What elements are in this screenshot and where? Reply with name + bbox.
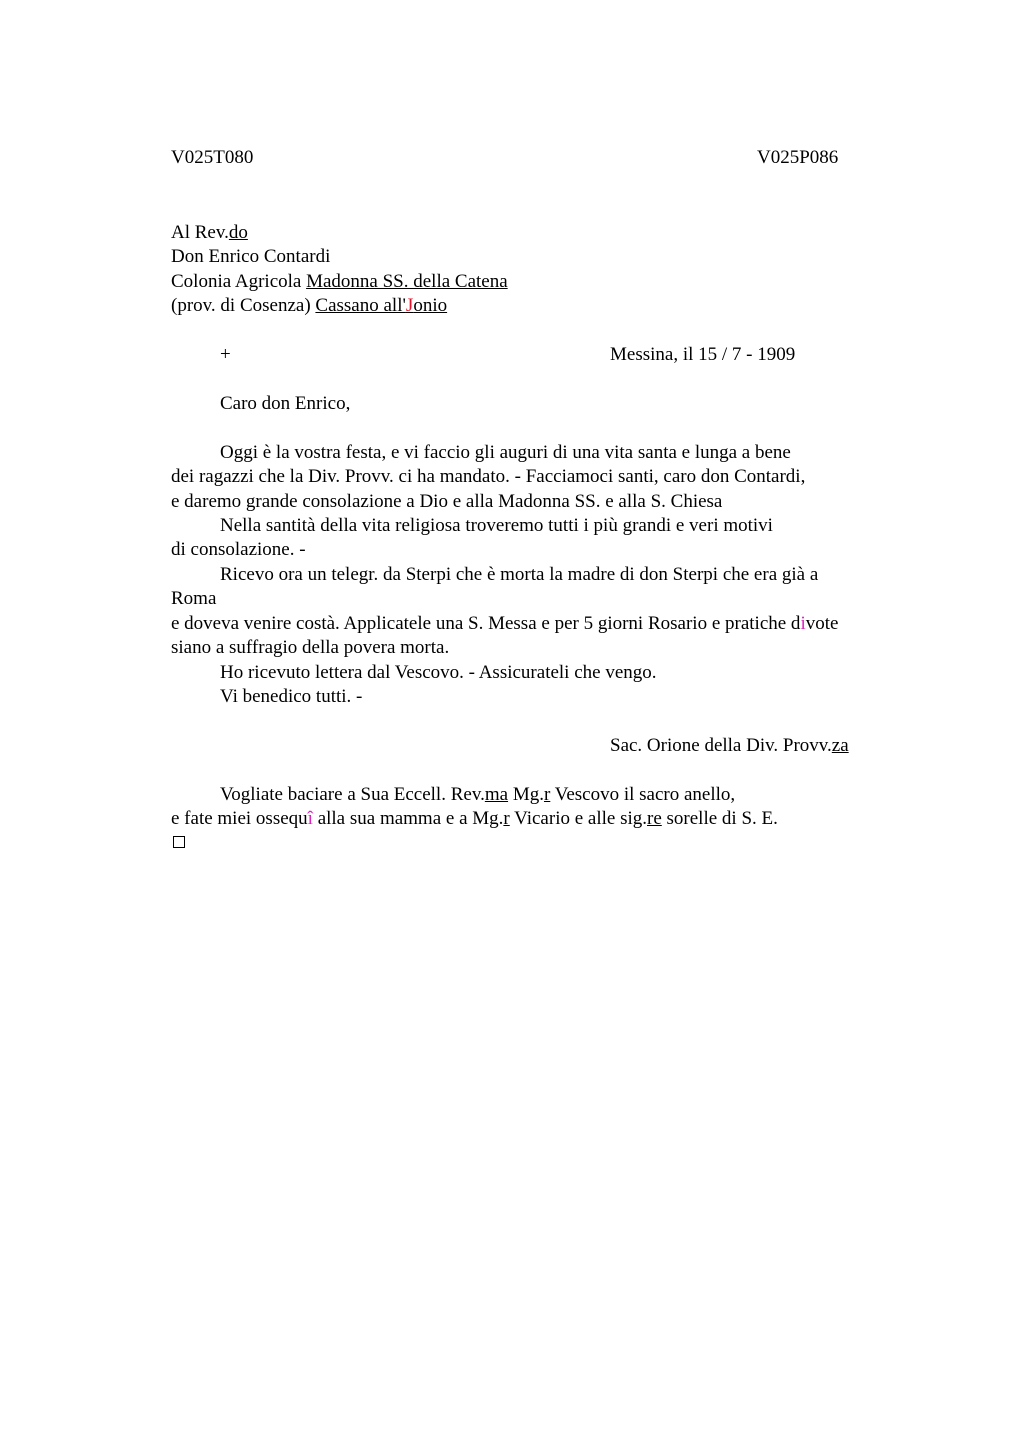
postscript-correction: î [307,808,313,829]
address-line-2: Don Enrico Contardi [171,246,331,267]
postscript-text: Vescovo il sacro anello, [550,784,736,805]
postscript-text: Vicario e alle sig. [509,808,648,829]
body-text: e doveva venire costà. Applicatele una S. Messa e per 5 giorni Rosario e pratiche d [171,613,801,634]
body-line: dei ragazzi che la Div. Provv. ci ha mandato. - Facciamoci santi, caro don Contardi, [171,466,806,487]
address-town [315,295,447,316]
document-code-left: V025T080 [171,147,254,168]
address-line-1 [171,221,248,245]
body-line: e daremo grande consolazione a Dio e alla Madonna SS. e alla S. Chiesa [171,491,723,512]
body-line: siano a suffragio della povera morta. [171,637,450,658]
address-line-3 [171,270,508,294]
address-town-part-1: Cassano all' [315,295,406,316]
body-line: Ho ricevuto lettera dal Vescovo. - Assicurateli che vengo. [220,662,657,683]
postscript-text: Vogliate baciare a Sua Eccell. Rev. [220,784,485,805]
postscript-abbrev: r [543,784,551,805]
address-colony: Colonia Agricola [171,271,307,292]
postscript-line [220,783,735,807]
body-line: Roma [171,588,217,609]
letter-date: Messina, il 15 / 7 - 1909 [610,344,796,365]
postscript-abbrev: ma [484,784,509,805]
signature-text: Sac. Orione della Div. Provv. [610,735,832,756]
body-correction: i [800,613,806,634]
body-line: Vi benedico tutti. - [220,686,363,707]
body-line: Oggi è la vostra festa, e vi faccio gli auguri di una vita santa e lunga a bene [220,442,791,463]
end-box-icon [173,836,185,848]
address-colony-name: Madonna SS. della Catena [306,271,508,292]
body-line [171,612,838,636]
body-line: Nella santità della vita religiosa troveremo tutti i più grandi e veri motivi [220,515,773,536]
address-town-part-2: onio [413,295,448,316]
address-line-4 [171,294,447,318]
address-town-correction: J [405,295,414,316]
document-code-right: V025P086 [757,147,839,168]
postscript-text: sorelle di S. E. [661,808,778,829]
body-line: di consolazione. - [171,539,306,560]
postscript-text: alla sua mamma e a Mg. [312,808,504,829]
body-line: Ricevo ora un telegr. da Sterpi che è morta la madre di don Sterpi che era già a [220,564,819,585]
address-title-abbrev: do [228,222,248,243]
signature [610,734,849,758]
signature-abbrev: za [831,735,849,756]
postscript-abbrev: r [503,808,510,829]
salutation: Caro don Enrico, [220,393,351,414]
postscript-line [171,807,778,831]
postscript-abbrev: re [647,808,662,829]
cross-mark: + [220,344,231,365]
address-title: Al Rev. [171,222,229,243]
address-province: (prov. di Cosenza) [171,295,316,316]
postscript-text: e fate miei ossequ [171,808,308,829]
body-text: vote [805,613,839,634]
postscript-text: Mg. [508,784,544,805]
